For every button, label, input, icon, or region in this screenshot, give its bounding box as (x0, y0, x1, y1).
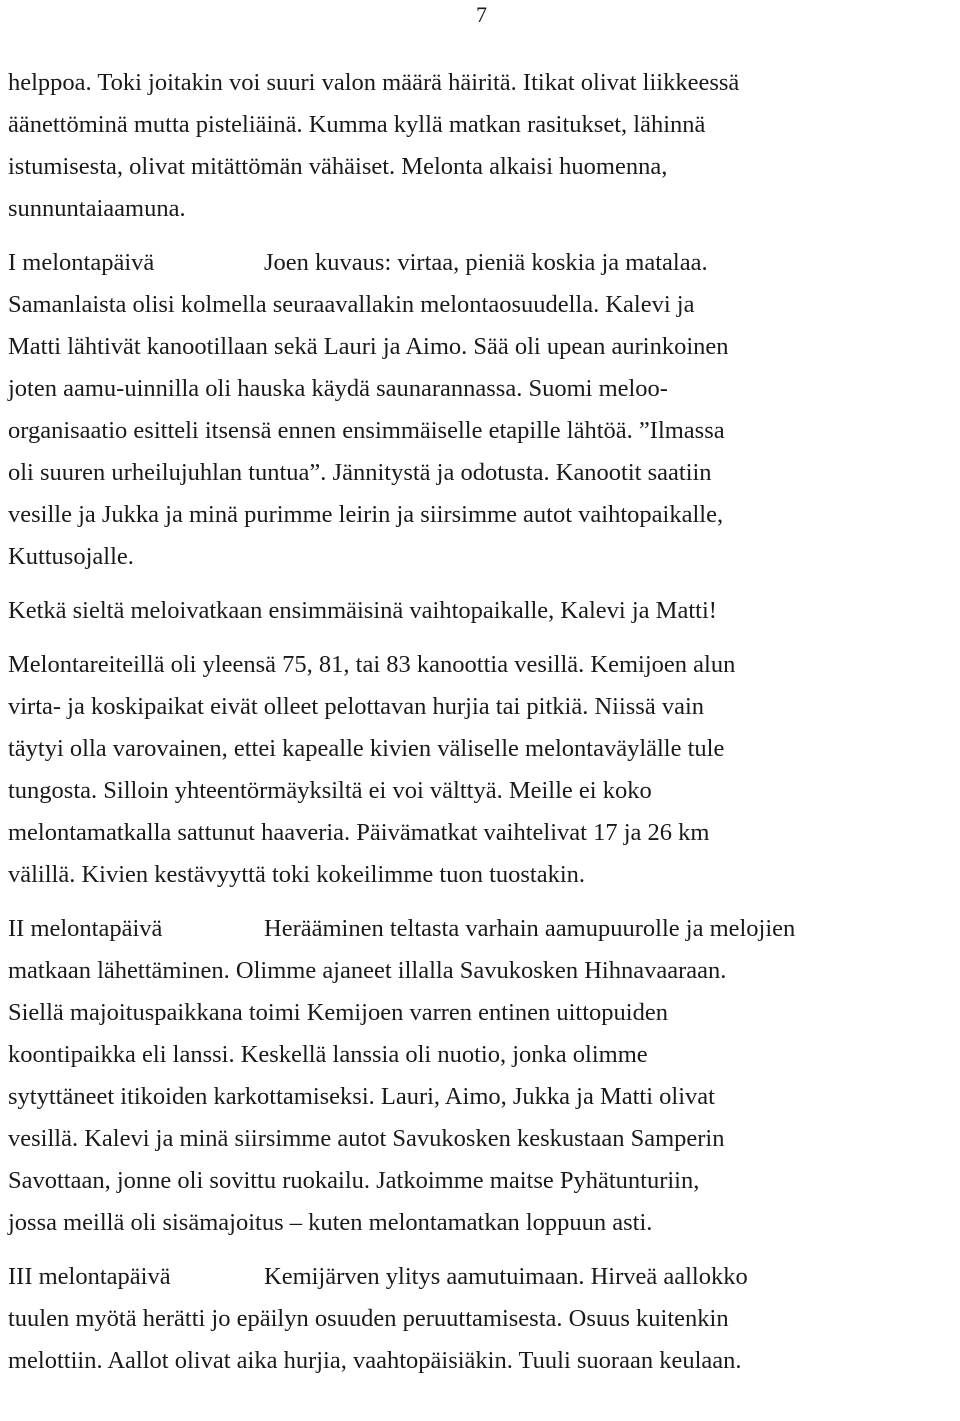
paragraph-day-1 (8, 242, 956, 578)
page-number: 7 (476, 2, 487, 27)
text-line: Samanlaista olisi kolmella seuraavallakin melontaosuudella. Kalevi ja (8, 291, 695, 318)
text-line: sunnuntaiaamuna. (8, 195, 186, 222)
paragraph-1 (8, 62, 956, 230)
text-line: melontamatkalla sattunut haaveria. Päivämatkat vaihtelivat 17 ja 26 km (8, 819, 710, 846)
text-line: helppoa. Toki joitakin voi suuri valon määrä häiritä. Itikat olivat liikkeessä (8, 69, 740, 96)
paragraph-3 (8, 590, 956, 632)
text-line-content: Herääminen teltasta varhain aamupuurolle ja melojien (264, 915, 796, 942)
text-line (8, 1256, 956, 1298)
text-line: matkaan lähettäminen. Olimme ajaneet illalla Savukosken Hihnavaaraan. (8, 957, 727, 984)
text-line: Ketkä sieltä meloivatkaan ensimmäisinä vaihtopaikalle, Kalevi ja Matti! (8, 597, 717, 624)
text-line: Melontareiteillä oli yleensä 75, 81, tai 83 kanoottia vesillä. Kemijoen alun (8, 651, 736, 678)
text-line: Siellä majoituspaikkana toimi Kemijoen varren entinen uittopuiden (8, 999, 668, 1026)
text-line-content: Kemijärven ylitys aamutuimaan. Hirveä aallokko (264, 1263, 748, 1290)
text-line: Kuttusojalle. (8, 543, 134, 570)
paragraph-day-2 (8, 908, 956, 1244)
paragraph-day-3 (8, 1256, 956, 1382)
text-line (8, 908, 956, 950)
text-line: melottiin. Aallot olivat aika hurjia, vaahtopäisiäkin. Tuuli suoraan keulaan. (8, 1347, 742, 1374)
text-line: täytyi olla varovainen, ettei kapealle kivien väliselle melontaväylälle tule (8, 735, 725, 762)
text-line: tungosta. Silloin yhteentörmäyksiltä ei voi välttyä. Meille ei koko (8, 777, 652, 804)
text-line: vesille ja Jukka ja minä purimme leirin ja siirsimme autot vaihtopaikalle, (8, 501, 724, 528)
text-line: äänettöminä mutta pisteliäinä. Kumma kyllä matkan rasitukset, lähinnä (8, 111, 706, 138)
day-heading: III melontapäivä (8, 1263, 171, 1290)
text-line: jossa meillä oli sisämajoitus – kuten melontamatkan loppuun asti. (8, 1209, 653, 1236)
paragraph-4 (8, 644, 956, 896)
day-heading: II melontapäivä (8, 915, 163, 942)
day-heading: I melontapäivä (8, 249, 155, 276)
text-line: tuulen myötä herätti jo epäilyn osuuden peruuttamisesta. Osuus kuitenkin (8, 1305, 729, 1332)
text-line: välillä. Kivien kestävyyttä toki kokeilimme tuon tuostakin. (8, 861, 586, 888)
text-line: vesillä. Kalevi ja minä siirsimme autot Savukosken keskustaan Samperin (8, 1125, 725, 1152)
text-line: virta- ja koskipaikat eivät olleet pelottavan hurjia tai pitkiä. Niissä vain (8, 693, 705, 720)
text-line: organisaatio esitteli itsensä ennen ensimmäiselle etapille lähtöä. ”Ilmassa (8, 417, 725, 444)
document-body (8, 62, 956, 1394)
text-line: Matti lähtivät kanootillaan sekä Lauri ja Aimo. Sää oli upean aurinkoinen (8, 333, 729, 360)
text-line: oli suuren urheilujuhlan tuntua”. Jännitystä ja odotusta. Kanootit saatiin (8, 459, 712, 486)
text-line: joten aamu-uinnilla oli hauska käydä saunarannassa. Suomi meloo- (8, 375, 668, 402)
text-line: sytyttäneet itikoiden karkottamiseksi. Lauri, Aimo, Jukka ja Matti olivat (8, 1083, 715, 1110)
text-line: koontipaikka eli lanssi. Keskellä lanssia oli nuotio, jonka olimme (8, 1041, 648, 1068)
text-line: istumisesta, olivat mitättömän vähäiset. Melonta alkaisi huomenna, (8, 153, 668, 180)
text-line: Savottaan, jonne oli sovittu ruokailu. Jatkoimme maitse Pyhätunturiin, (8, 1167, 700, 1194)
text-line (8, 242, 956, 284)
text-line-content: Joen kuvaus: virtaa, pieniä koskia ja matalaa. (264, 249, 708, 276)
